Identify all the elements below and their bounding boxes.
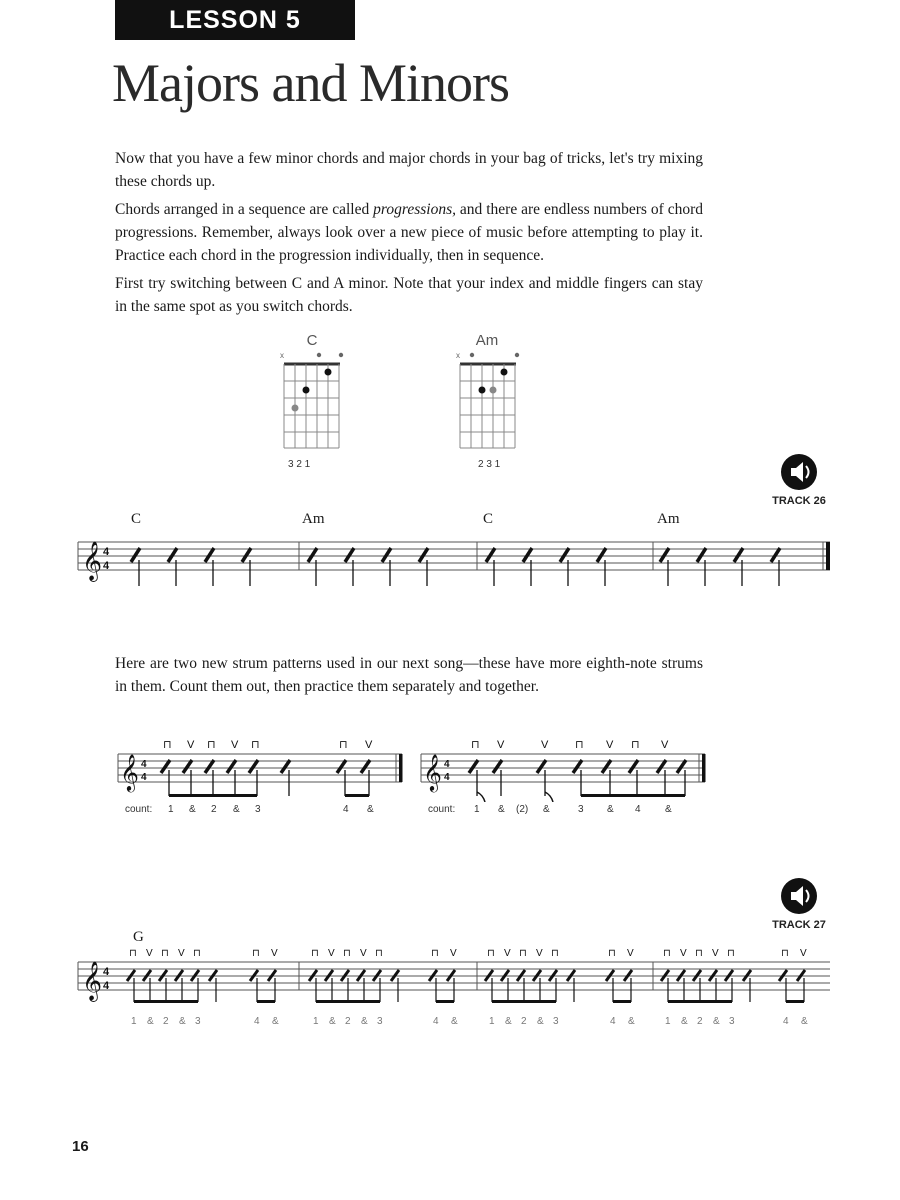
chord-diagram-c [276, 348, 348, 460]
svg-text:4: 4 [141, 772, 147, 783]
p2-count-3: (2) [516, 804, 529, 815]
svg-text:⊓: ⊓ [608, 948, 616, 959]
svg-text:V: V [661, 739, 669, 751]
svg-text:⊓: ⊓ [695, 948, 703, 959]
song-count-m1-5: 3 [195, 1016, 201, 1027]
p1-count-6: 4 [343, 804, 349, 815]
song-chord: G [133, 929, 144, 945]
song-count-m1-7: & [272, 1016, 279, 1027]
svg-text:⊓: ⊓ [471, 739, 480, 751]
p2-count-1: 1 [474, 804, 480, 815]
svg-text:V: V [450, 948, 457, 959]
svg-text:⊓: ⊓ [727, 948, 735, 959]
svg-text:⊓: ⊓ [663, 948, 671, 959]
svg-text:⊓: ⊓ [339, 739, 348, 751]
svg-text:⊓: ⊓ [343, 948, 351, 959]
switching-paragraph: First try switching between C and A minor. Note that your index and middle fingers can stay in the same spot as you switch chords. [115, 275, 703, 315]
song-count-m3-2: & [505, 1016, 512, 1027]
svg-text:4: 4 [103, 546, 110, 558]
svg-text:⊓: ⊓ [781, 948, 789, 959]
song-count-m4-6: 4 [783, 1016, 789, 1027]
svg-text:𝄞: 𝄞 [423, 754, 442, 790]
svg-text:𝄞: 𝄞 [82, 962, 103, 1000]
svg-text:⊓: ⊓ [487, 948, 495, 959]
p1-count-7: & [367, 804, 374, 815]
song-count-m4-3: 2 [697, 1016, 703, 1027]
svg-text:x: x [456, 351, 460, 360]
svg-text:4: 4 [444, 772, 450, 783]
svg-text:⊓: ⊓ [163, 739, 172, 751]
song-count-m1-4: & [179, 1016, 186, 1027]
svg-text:V: V [800, 948, 807, 959]
pattern1-count-label: count: [125, 804, 153, 815]
song-count-m3-6: 4 [610, 1016, 616, 1027]
song-count-m2-7: & [451, 1016, 458, 1027]
svg-text:⊓: ⊓ [551, 948, 559, 959]
svg-text:V: V [504, 948, 511, 959]
progressions-paragraph [115, 198, 703, 267]
song-count-m1-2: & [147, 1016, 154, 1027]
song-count-m1-3: 2 [163, 1016, 169, 1027]
strum-pattern-1 [112, 732, 412, 802]
svg-text:4: 4 [103, 560, 110, 572]
svg-text:4: 4 [444, 759, 450, 770]
svg-text:⊓: ⊓ [251, 739, 260, 751]
progression-staff [70, 530, 840, 590]
prog-chord-2: Am [302, 511, 325, 527]
song-count-m3-1: 1 [489, 1016, 495, 1027]
svg-text:V: V [365, 739, 373, 751]
song-count-m3-5: 3 [553, 1016, 559, 1027]
chord-diagram-name-am: Am [475, 332, 499, 349]
song-count-m3-4: & [537, 1016, 544, 1027]
song-count-m1-1: 1 [131, 1016, 137, 1027]
chord-diagram-name-c: C [306, 332, 318, 349]
p2-count-8: & [665, 804, 672, 815]
prog-chord-1: C [131, 511, 142, 527]
p1-count-5: 3 [255, 804, 261, 815]
song-count-m4-7: & [801, 1016, 808, 1027]
svg-text:V: V [497, 739, 505, 751]
svg-text:⊓: ⊓ [193, 948, 201, 959]
song-count-m2-1: 1 [313, 1016, 319, 1027]
song-count-m3-7: & [628, 1016, 635, 1027]
svg-text:⊓: ⊓ [575, 739, 584, 751]
page-title: Majors and Minors [112, 53, 509, 113]
svg-text:V: V [178, 948, 185, 959]
svg-text:⊓: ⊓ [161, 948, 169, 959]
svg-text:V: V [606, 739, 614, 751]
p1-count-3: 2 [211, 804, 217, 815]
song-count-m2-4: & [361, 1016, 368, 1027]
audio-speaker-icon[interactable] [779, 452, 819, 492]
svg-text:V: V [187, 739, 195, 751]
svg-text:⊓: ⊓ [519, 948, 527, 959]
prog-chord-3: C [483, 511, 494, 527]
svg-text:⊓: ⊓ [431, 948, 439, 959]
svg-text:V: V [328, 948, 335, 959]
svg-text:V: V [541, 739, 549, 751]
svg-text:V: V [231, 739, 239, 751]
svg-text:⊓: ⊓ [311, 948, 319, 959]
song-count-m4-2: & [681, 1016, 688, 1027]
svg-text:V: V [271, 948, 278, 959]
p2-count-6: & [607, 804, 614, 815]
song-staff [70, 940, 840, 1020]
page-number: 16 [72, 1138, 89, 1155]
svg-text:⊓: ⊓ [252, 948, 260, 959]
song-count-m4-4: & [713, 1016, 720, 1027]
svg-text:V: V [680, 948, 687, 959]
svg-text:V: V [627, 948, 634, 959]
svg-text:4: 4 [103, 966, 110, 978]
svg-text:x: x [280, 351, 284, 360]
song-count-m2-5: 3 [377, 1016, 383, 1027]
intro-paragraph: Now that you have a few minor chords and major chords in your bag of tricks, let's try mixing these chords up. [115, 150, 703, 190]
song-count-m2-6: 4 [433, 1016, 439, 1027]
strum-paragraph: Here are two new strum patterns used in our next song—these have more eighth-note strums in them. Count them out, then practice them separately and together. [115, 655, 703, 695]
song-count-m4-5: 3 [729, 1016, 735, 1027]
audio-speaker-icon-2[interactable] [779, 876, 819, 916]
svg-text:⊓: ⊓ [375, 948, 383, 959]
song-count-m4-1: 1 [665, 1016, 671, 1027]
p1-count-4: & [233, 804, 240, 815]
p2-count-4: & [543, 804, 550, 815]
p2-before: Chords arranged in a sequence are called [115, 201, 374, 218]
chord-diagram-am [452, 348, 524, 460]
track-26-label: TRACK 26 [772, 495, 826, 507]
svg-text:⊓: ⊓ [207, 739, 216, 751]
svg-text:V: V [712, 948, 719, 959]
p2-count-2: & [498, 804, 505, 815]
p1-count-2: & [189, 804, 196, 815]
svg-text:⊓: ⊓ [631, 739, 640, 751]
song-count-m2-3: 2 [345, 1016, 351, 1027]
p2-emphasis: progressions, [373, 201, 456, 218]
pattern2-count-label: count: [428, 804, 456, 815]
svg-text:𝄞: 𝄞 [82, 542, 103, 580]
svg-text:4: 4 [103, 980, 110, 992]
lesson-label: LESSON 5 [169, 5, 301, 34]
p2-count-7: 4 [635, 804, 641, 815]
p1-count-1: 1 [168, 804, 174, 815]
svg-text:V: V [536, 948, 543, 959]
svg-text:⊓: ⊓ [129, 948, 137, 959]
p2-after: and there are endless numbers of chord progressions. Remember, always look over a new piece of music before attempting to play it. Practice each chord in the progression individually, then in sequence. [115, 201, 703, 264]
song-count-m3-3: 2 [521, 1016, 527, 1027]
track-27-label: TRACK 27 [772, 919, 826, 931]
svg-text:V: V [360, 948, 367, 959]
prog-chord-4: Am [657, 511, 680, 527]
svg-text:𝄞: 𝄞 [120, 754, 139, 790]
strum-pattern-2 [415, 732, 715, 802]
svg-text:V: V [146, 948, 153, 959]
lesson-tag [115, 0, 355, 40]
song-count-m2-2: & [329, 1016, 336, 1027]
fingering-am: 2 3 1 [478, 459, 501, 470]
p2-count-5: 3 [578, 804, 584, 815]
fingering-c: 3 2 1 [288, 459, 311, 470]
svg-text:4: 4 [141, 759, 147, 770]
song-count-m1-6: 4 [254, 1016, 260, 1027]
